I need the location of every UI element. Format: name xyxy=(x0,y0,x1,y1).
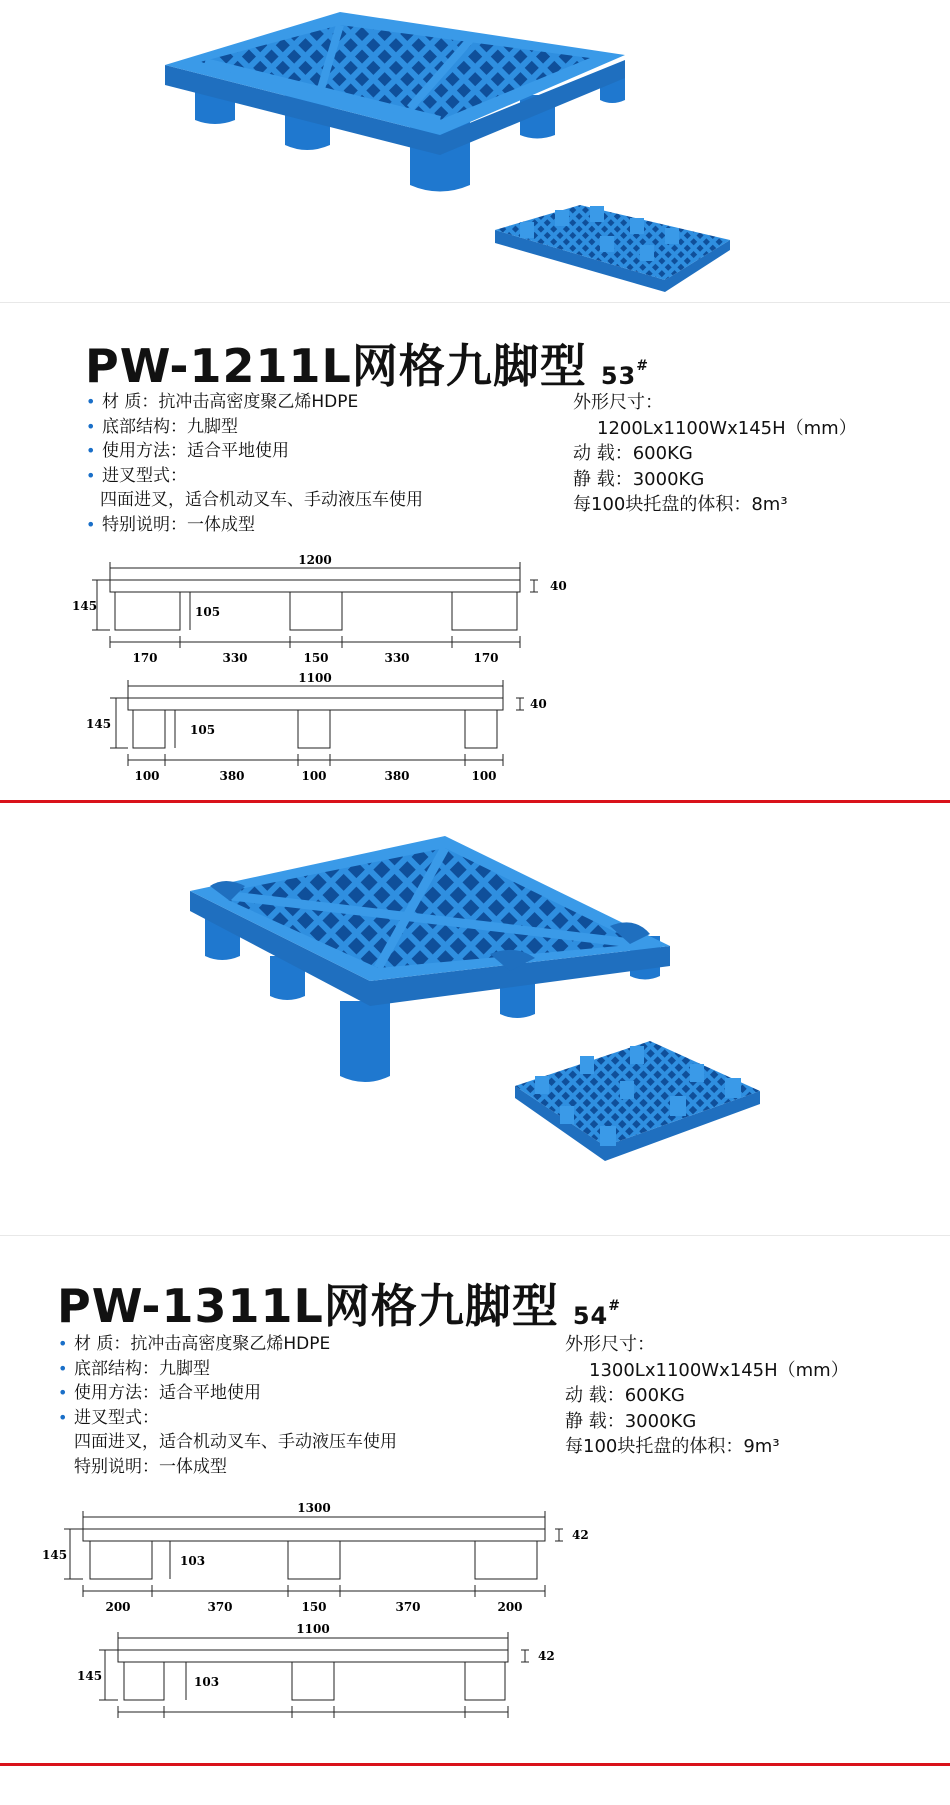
spec-item: • 材 质：抗冲击高密度聚乙烯HDPE xyxy=(86,390,423,415)
product-1-drawing-width xyxy=(0,668,950,788)
dim-seg: 370 xyxy=(207,1600,233,1614)
size-value: 1200Lx1100Wx145H（mm） xyxy=(597,417,857,439)
dim-deck: 42 xyxy=(572,1528,589,1542)
dim-total: 1100 xyxy=(298,671,332,685)
volume: 每100块托盘的体积：9m³ xyxy=(565,1436,780,1457)
dim-seg: 100 xyxy=(471,769,497,783)
static-load: 静 载：3000KG xyxy=(573,468,705,490)
spec-item: • 使用方法：适合平地使用 xyxy=(86,439,423,464)
dim-height: 145 xyxy=(42,1548,68,1562)
dim-seg: 100 xyxy=(301,769,327,783)
dim-deck: 40 xyxy=(550,579,567,593)
spec-item: • 材 质：抗冲击高密度聚乙烯HDPE xyxy=(58,1332,397,1357)
product-1-photo-area xyxy=(0,0,950,300)
spec-item: • 进叉型式： xyxy=(58,1406,397,1431)
product-2-photo-area xyxy=(0,806,950,1231)
spec-item: • 特别说明：一体成型 xyxy=(86,513,423,538)
product-2-drawing-length xyxy=(0,1495,950,1625)
pallet-small-image xyxy=(0,0,950,300)
section-divider xyxy=(0,800,950,803)
dim-seg: 200 xyxy=(105,1600,131,1614)
pallet-large-image xyxy=(0,806,950,1231)
dim-total: 1100 xyxy=(296,1622,330,1636)
size-label: 外形尺寸： xyxy=(573,392,663,413)
section-divider xyxy=(0,1763,950,1766)
volume: 每100块托盘的体积：8m³ xyxy=(573,494,788,515)
dim-seg: 330 xyxy=(384,651,410,665)
product-1-number: 53# xyxy=(600,358,649,390)
dim-deck: 42 xyxy=(538,1649,555,1663)
dim-seg: 330 xyxy=(222,651,248,665)
dim-leg: 105 xyxy=(190,723,216,737)
dim-deck: 40 xyxy=(530,697,547,711)
dim-height: 145 xyxy=(72,599,98,613)
spec-item: 四面进叉，适合机动叉车、手动液压车使用 xyxy=(74,1432,397,1452)
spec-item: • 底部结构：九脚型 xyxy=(86,415,423,440)
spec-item: • 底部结构：九脚型 xyxy=(58,1357,397,1382)
dim-height: 145 xyxy=(86,717,112,731)
product-2-title xyxy=(57,1270,621,1336)
dim-seg: 150 xyxy=(303,651,329,665)
dim-leg: 105 xyxy=(195,605,221,619)
product-1-spec-list xyxy=(86,390,423,537)
dim-leg: 103 xyxy=(194,1675,220,1689)
product-1-drawing-length xyxy=(0,550,950,680)
product-2-drawing-width xyxy=(0,1616,950,1736)
dim-height: 145 xyxy=(77,1669,103,1683)
dynamic-load: 动 载：600KG xyxy=(573,443,693,464)
dim-seg: 370 xyxy=(395,1600,421,1614)
dim-seg: 150 xyxy=(301,1600,327,1614)
spec-item: 特别说明：一体成型 xyxy=(74,1456,227,1477)
spec-item: • 使用方法：适合平地使用 xyxy=(58,1381,397,1406)
product-1-model: PW-1211L网格九脚型 xyxy=(85,339,587,393)
product-2-number: 54# xyxy=(572,1298,621,1330)
product-1-spec-right xyxy=(573,390,857,518)
dim-leg: 103 xyxy=(180,1554,206,1568)
dim-total: 1200 xyxy=(298,553,332,567)
product-1-title xyxy=(85,330,649,396)
dim-total: 1300 xyxy=(297,1501,331,1515)
dynamic-load: 动 载：600KG xyxy=(565,1385,685,1406)
dim-seg: 380 xyxy=(384,769,410,783)
size-label: 外形尺寸： xyxy=(565,1334,655,1355)
product-2-spec-right xyxy=(565,1332,849,1460)
product-2-spec-list xyxy=(58,1332,397,1479)
spec-item: • 进叉型式： xyxy=(86,464,423,489)
size-value: 1300Lx1100Wx145H（mm） xyxy=(589,1359,849,1381)
dim-seg: 200 xyxy=(497,1600,523,1614)
dim-seg: 170 xyxy=(132,651,158,665)
dim-seg: 380 xyxy=(219,769,245,783)
dim-seg: 170 xyxy=(473,651,499,665)
dim-seg: 100 xyxy=(134,769,160,783)
spec-item: 四面进叉，适合机动叉车、手动液压车使用 xyxy=(100,490,423,510)
product-2-model: PW-1311L网格九脚型 xyxy=(57,1279,559,1333)
static-load: 静 载：3000KG xyxy=(565,1410,697,1432)
